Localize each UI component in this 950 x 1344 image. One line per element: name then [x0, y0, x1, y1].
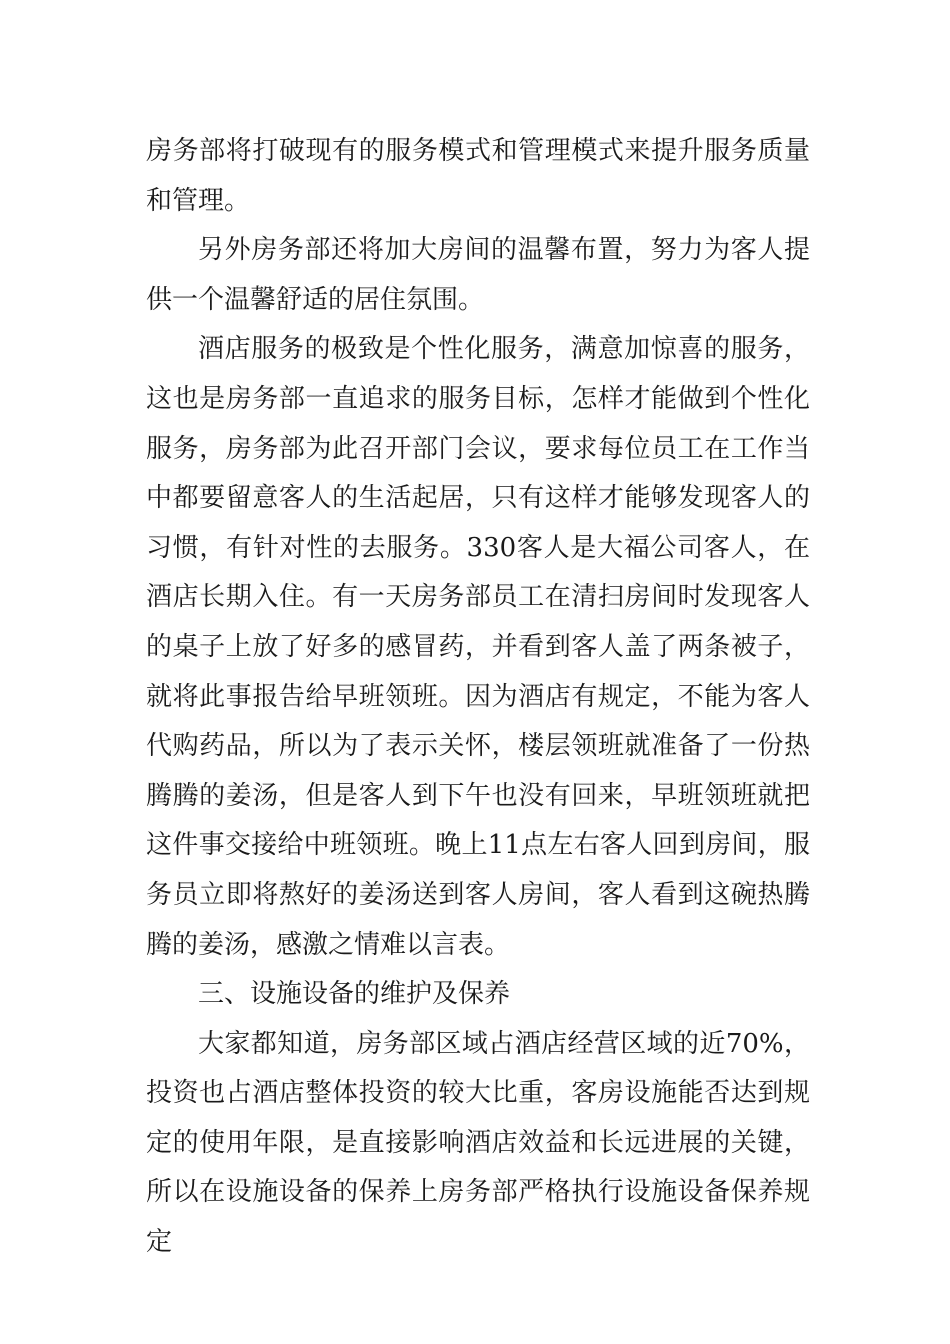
document-body: [146, 127, 810, 1268]
paragraph-facility-maintenance: 大家都知道，房务部区域占酒店经营区域的近70%，投资也占酒店整体投资的较大比重，客房设施能否达到规定的使用年限，是直接影响酒店效益和长远进展的关键，所以在设施设备的保养上房务部严格执行设施设备保养规定: [146, 1028, 810, 1258]
paragraph-intro-continuation: 房务部将打破现有的服务模式和管理模式来提升服务质量和管理。: [146, 136, 810, 216]
section-heading-facility-maintenance: 三、设施设备的维护及保养: [198, 979, 511, 1010]
paragraph-personalized-service: 酒店服务的极致是个性化服务，满意加惊喜的服务，这也是房务部一直追求的服务目标，怎样才能做到个性化服务，房务部为此召开部门会议，要求每位员工在工作当中都要留意客人的生活起居，只有这样才能够发现客人的习惯，有针对性的去服务。330客人是大福公司客人，在酒店长期入住。有一天房务部员工在清扫房间时发现客人的桌子上放了好多的感冒药，并看到客人盖了两条被子，就将此事报告给早班领班。因为酒店有规定，不能为客人代购药品，所以为了表示关怀，楼层领班就准备了一份热腾腾的姜汤，但是客人到下午也没有回来，早班领班就把这件事交接给中班领班。晚上11点左右客人回到房间，服务员立即将熬好的姜汤送到客人房间，客人看到这碗热腾腾的姜汤，感激之情难以言表。: [146, 334, 810, 960]
paragraph-room-decoration: 另外房务部还将加大房间的温馨布置，努力为客人提供一个温馨舒适的居住氛围。: [146, 235, 810, 315]
